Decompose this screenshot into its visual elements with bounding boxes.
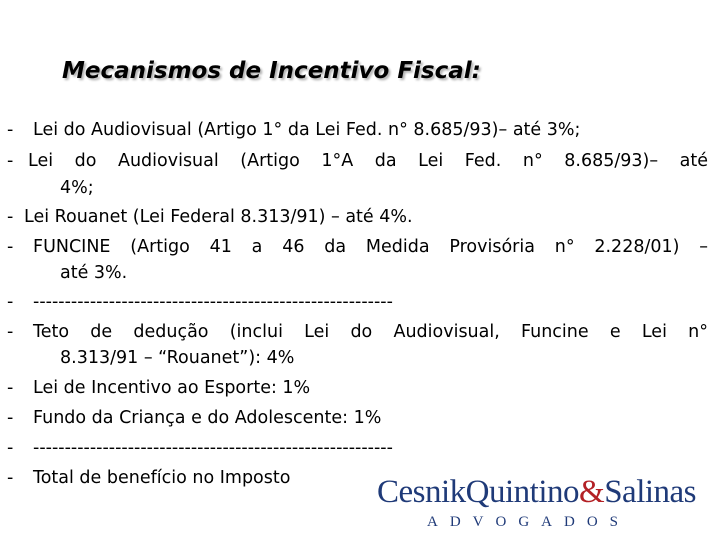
list-item-audiovisual-art1a: Lei do Audiovisual (Artigo 1°A da Lei Fed. n° 8.685/93)– até [28,151,708,171]
list-item-audiovisual-art1: Lei do Audiovisual (Artigo 1° da Lei Fed. n° 8.685/93)– até 3%; [33,120,581,140]
firm-logo [372,468,712,536]
list-item-funcine: FUNCINE (Artigo 41 a 46 da Medida Provisória n° 2.228/01) – [33,237,708,257]
logo-wordmark [377,474,696,511]
logo-ampersand: & [579,474,605,510]
list-dash: - [7,151,14,171]
separator-line: --------------------------------------------------------- [33,292,393,312]
list-dash: - [7,292,14,312]
list-dash: - [7,438,14,458]
list-dash: - [7,207,14,227]
list-item-fundo-crianca: Fundo da Criança e do Adolescente: 1% [33,408,382,428]
list-item-esporte: Lei de Incentivo ao Esporte: 1% [33,378,311,398]
page-title: Mecanismos de Incentivo Fiscal: [62,58,481,84]
list-item-rouanet: Lei Rouanet (Lei Federal 8.313/91) – até 4%. [24,207,413,227]
list-dash: - [7,120,14,140]
list-item-teto: Teto de dedução (inclui Lei do Audiovisual, Funcine e Lei n° [33,322,708,342]
logo-part1: CesnikQuintino [377,474,580,510]
list-dash: - [7,468,14,488]
logo-subtitle: ADVOGADOS [427,514,631,530]
list-item-funcine-cont: até 3%. [60,263,128,283]
list-dash: - [7,378,14,398]
list-item-teto-cont: 8.313/91 – “Rouanet”): 4% [60,348,295,368]
list-dash: - [7,322,14,342]
separator-line: --------------------------------------------------------- [33,438,393,458]
logo-part2: Salinas [604,474,697,510]
list-dash: - [7,237,14,257]
list-item-audiovisual-art1a-cont: 4%; [60,178,94,198]
list-dash: - [7,408,14,428]
list-item-total: Total de benefício no Imposto [33,468,291,488]
